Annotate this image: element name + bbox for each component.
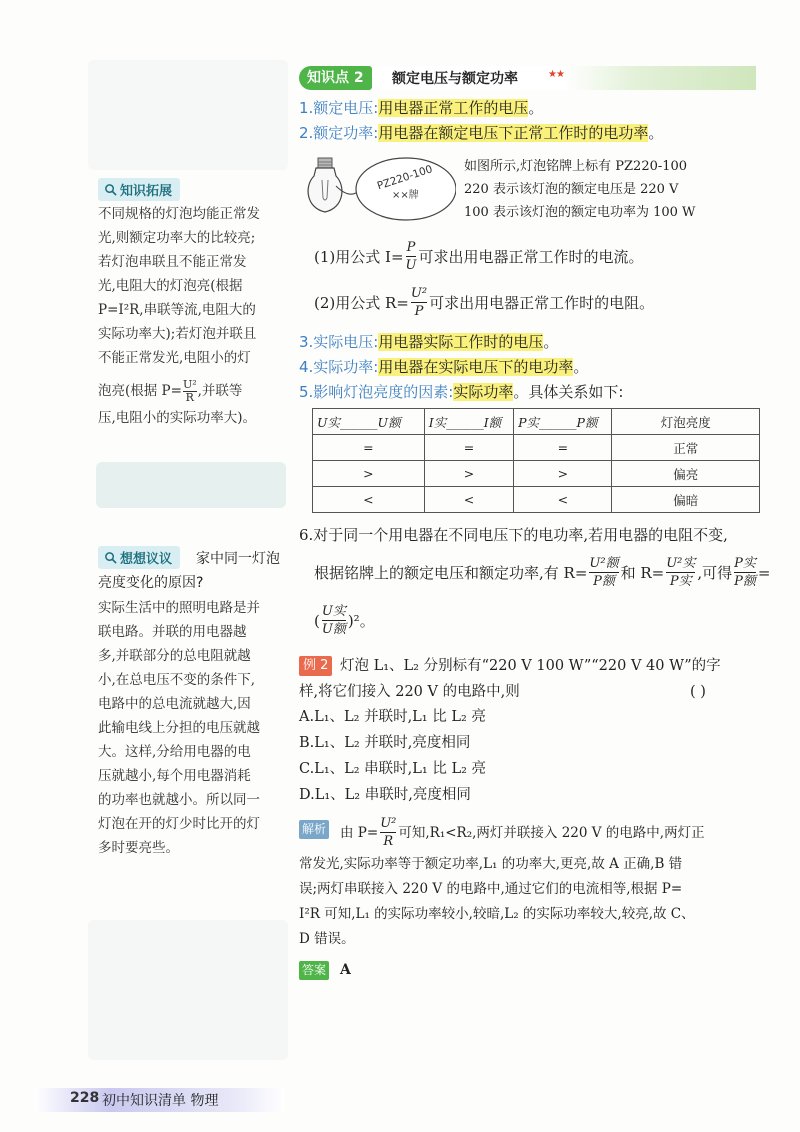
table-cell: > bbox=[313, 461, 425, 487]
table-cell: < bbox=[514, 487, 612, 513]
bulb-label-brand: ××牌 bbox=[392, 190, 419, 201]
table-row bbox=[313, 435, 760, 461]
table-cell: > bbox=[514, 461, 612, 487]
table-cell: = bbox=[514, 435, 612, 461]
table-row bbox=[313, 461, 760, 487]
table-header-cell: U实______U额 bbox=[313, 409, 425, 435]
table-header-cell: I实______I额 bbox=[424, 409, 513, 435]
bleed-through-area bbox=[88, 920, 288, 1060]
option-d: D.L₁、L₂ 串联时,亮度相同 bbox=[299, 787, 471, 803]
power-fraction: $\frac{\text{U²}}{R}$ bbox=[182, 378, 197, 404]
table-cell: 正常 bbox=[612, 435, 760, 461]
table-header-cell: 灯泡亮度 bbox=[612, 409, 760, 435]
table-cell: 偏暗 bbox=[612, 487, 760, 513]
table-cell: < bbox=[424, 487, 513, 513]
bulb-note-1: 如图所示,灯泡铭牌上标有 PZ220-100 bbox=[464, 159, 688, 174]
book-title: 初中知识清单 物理 bbox=[102, 1093, 219, 1109]
magnifier-icon bbox=[104, 551, 117, 564]
example-tag: 例 2 bbox=[299, 656, 332, 676]
analysis-line-1: 由 P= $\frac{\text{U²}}{R}$ 可知,R₁<R₂,两灯并联接入 220 V 的电路中,两灯正 bbox=[340, 816, 705, 849]
table-cell: > bbox=[424, 461, 513, 487]
point-1: 1.额定电压:用电器正常工作的电压。 bbox=[299, 99, 544, 117]
example-question-2: 样,将它们接入 220 V 的电路中,则 bbox=[299, 684, 520, 700]
formula-current: (1)用公式 I= $\frac{P}{U}$ 可求出用电器正常工作时的电流。 bbox=[314, 240, 644, 273]
analysis-tag: 解析 bbox=[299, 820, 329, 839]
table-cell: = bbox=[313, 435, 425, 461]
knowledge-expand-text: 不同规格的灯泡均能正常发 光,则额定功率大的比较亮; 若灯泡串联且不能正常发 光,电阻大的灯泡亮(根据 P=I²R,串联等流,电阻大的 实际功率大);若灯泡并联且 不能正常发光,电阻小的灯 泡亮(根据 P= $\frac{\text{U²}}{R}$ ,并联等 压,电阻小的实际功率大)。 bbox=[98, 206, 260, 426]
magnifier-icon bbox=[104, 183, 117, 196]
bulb-note-3: 100 表示该灯泡的额定电功率为 100 W bbox=[464, 205, 696, 220]
bleed-through-banner bbox=[96, 462, 286, 508]
table-header-cell: P实______P额 bbox=[514, 409, 612, 435]
knowledge-point-tag: 知识点 2 bbox=[299, 66, 372, 90]
table-row bbox=[313, 487, 760, 513]
importance-stars: ★★ bbox=[548, 69, 564, 80]
example-question-1: 灯泡 L₁、L₂ 分别标有“220 V 100 W”“220 V 40 W”的字 bbox=[340, 658, 721, 674]
page-number: 228 bbox=[70, 1090, 100, 1106]
option-a: A.L₁、L₂ 并联时,L₁ 比 L₂ 亮 bbox=[299, 709, 486, 725]
point-2: 2.额定功率:用电器在额定电压下正常工作时的电功率。 bbox=[299, 124, 664, 142]
bulb-note-2: 220 表示该灯泡的额定电压是 220 V bbox=[464, 182, 679, 197]
formula-resistance: (2)用公式 R= $\frac{\text{U²}}{P}$ 可求出用电器正常工作时的电阻。 bbox=[314, 286, 655, 319]
option-b: B.L₁、L₂ 并联时,亮度相同 bbox=[299, 735, 471, 751]
think-title-cont: 亮度变化的原因? bbox=[98, 575, 204, 591]
think-discuss-text: 实际生活中的照明电路是并 联电路。并联的用电器越 多,并联部分的总电阻就越 小,在总电压不变的条件下, 电路中的总电流就越大,因 此输电线上分担的电压就越 大。这样,分给用电器的电 压就越小,每个用电器消耗 的功率也就越小。所以同一 灯泡在开的灯少时比开的灯 多时要亮些。 bbox=[98, 600, 260, 856]
analysis-body: 常发光,实际功率等于额定功率,L₁ 的功率大,更亮,故 A 正确,B 错 误;两灯串联接入 220 V 的电路中,通过它们的电流相等,根据 P= I²R 可知,L₁ 的实际功率较小,较暗,L₂ 的实际功率较大,较亮,故 C、 D 错误。 bbox=[299, 856, 695, 947]
bulb-nameplate-illustration bbox=[306, 156, 456, 222]
answer-value: A bbox=[340, 962, 351, 978]
knowledge-expand-tag: 知识拓展 bbox=[98, 178, 180, 201]
point-3: 3.实际电压:用电器实际工作时的电压。 bbox=[299, 333, 559, 351]
option-c: C.L₁、L₂ 串联时,L₁ 比 L₂ 亮 bbox=[299, 761, 486, 777]
table-cell: = bbox=[424, 435, 513, 461]
bulb-label-model: PZ220-100 bbox=[375, 163, 434, 193]
think-title: 家中同一灯泡 bbox=[196, 551, 280, 567]
table-header-row bbox=[313, 409, 760, 435]
point-6-line-1: 6.对于同一个用电器在不同电压下的电功率,若用电器的电阻不变, bbox=[299, 526, 728, 544]
point-6-formula-cont: ( $\frac{\text{U实}}{\text{U额}}$ )²。 bbox=[314, 604, 375, 637]
think-discuss-tag: 想想议议 bbox=[98, 546, 180, 569]
answer-tag: 答案 bbox=[299, 961, 329, 980]
point-6-formula: 根据铭牌上的额定电压和额定功率,有 R= $\frac{\text{U²额}}{\text{P额}}$ 和 R= $\frac{\text{U²实}}{\text{P实}}$ ,可得 $\frac{\text{P实}}{\text{P额}}$ = bbox=[314, 556, 771, 589]
table-cell: < bbox=[313, 487, 425, 513]
section-title: 额定电压与额定功率 bbox=[392, 71, 518, 87]
table-cell: 偏亮 bbox=[612, 461, 760, 487]
point-5: 5.影响灯泡亮度的因素:实际功率。具体关系如下: bbox=[299, 383, 624, 401]
point-4: 4.实际功率:用电器在实际电压下的电功率。 bbox=[299, 358, 589, 376]
brightness-relation-table bbox=[312, 408, 760, 513]
bleed-through-area bbox=[88, 60, 288, 170]
answer-blank: ( ) bbox=[690, 684, 706, 700]
